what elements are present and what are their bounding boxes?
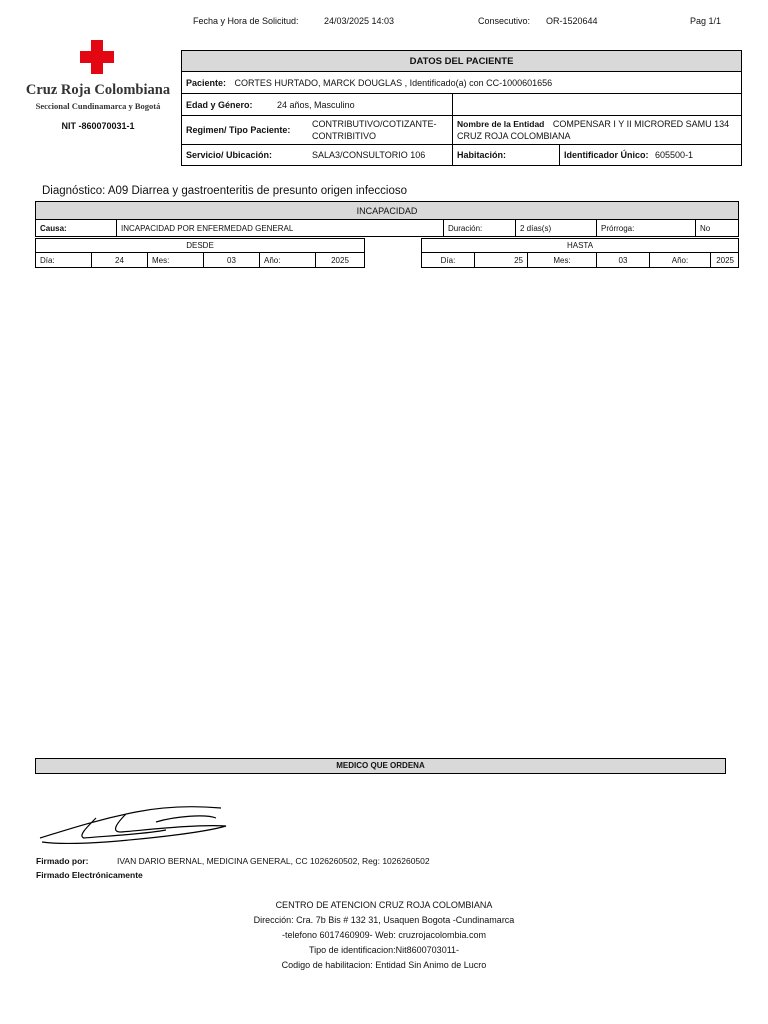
handwritten-signature	[36, 802, 236, 850]
duracion-value: 2 días(s)	[520, 223, 552, 233]
edad-label: Edad y Género:	[186, 99, 253, 110]
hasta-title: HASTA	[422, 239, 739, 253]
desde-mes-value: 03	[227, 255, 236, 265]
duracion-label: Duración:	[448, 223, 483, 233]
hasta-anio-value: 2025	[716, 255, 734, 265]
footer-line-1: CENTRO DE ATENCION CRUZ ROJA COLOMBIANA	[275, 900, 493, 910]
regimen-value: CONTRIBUTIVO/COTIZANTE-CONTRIBITIVO	[312, 119, 437, 141]
desde-mes-label: Mes:	[152, 255, 170, 265]
desde-dia-label: Día:	[40, 255, 55, 265]
hasta-section	[421, 238, 739, 268]
paciente-label: Paciente:	[186, 77, 227, 88]
org-name: Cruz Roja Colombiana	[25, 82, 171, 98]
causa-value: INCAPACIDAD POR ENFERMEDAD GENERAL	[121, 223, 294, 233]
patient-section-title: DATOS DEL PACIENTE	[182, 51, 742, 72]
diagnostico-text: Diagnóstico: A09 Diarrea y gastroenteritis de presunto origen infeccioso	[42, 185, 408, 197]
hasta-dia-value: 25	[514, 255, 523, 265]
firmado-electronico: Firmado Electrónicamente	[36, 870, 143, 880]
firmado-label: Firmado por:	[36, 856, 89, 866]
hasta-anio-label: Año:	[671, 255, 689, 265]
entidad-value: COMPENSAR I Y II MICRORED SAMU 134 CRUZ ROJA COLOMBIANA	[457, 119, 730, 141]
causa-label: Causa:	[40, 223, 67, 233]
patient-data-section	[181, 50, 742, 166]
hasta-mes-value: 03	[618, 255, 628, 265]
org-nit: NIT -860070031-1	[61, 121, 135, 131]
prorroga-label: Prórroga:	[601, 223, 635, 233]
hasta-dia-label: Día:	[440, 255, 456, 265]
footer-line-3: -telefono 6017460909- Web: cruzrojacolombia.com	[282, 930, 486, 940]
entidad-label: Nombre de la Entidad	[457, 119, 545, 129]
fecha-value: 24/03/2025 14:03	[324, 16, 395, 26]
footer	[0, 898, 768, 973]
desde-dia-value: 24	[115, 255, 124, 265]
id-unico-label: Identificador Único:	[564, 150, 649, 160]
incapacidad-section	[35, 201, 739, 237]
hasta-mes-label: Mes:	[553, 255, 571, 265]
footer-line-5: Codigo de habilitacion: Entidad Sin Animo de Lucro	[281, 960, 487, 970]
desde-anio-label: Año:	[264, 255, 281, 265]
edad-value: 24 años, Masculino	[277, 99, 355, 110]
footer-line-2: Dirección: Cra. 7b Bis # 132 31, Usaquen Bogota -Cundinamarca	[253, 915, 515, 925]
paciente-value: CORTES HURTADO, MARCK DOUGLAS , Identificado(a) con CC-1000601656	[234, 77, 553, 88]
desde-anio-value: 2025	[331, 255, 349, 265]
fecha-label: Fecha y Hora de Solicitud:	[193, 16, 299, 26]
footer-line-4: Tipo de identificacion:Nit8600703011-	[308, 945, 460, 955]
prorroga-value: No	[700, 223, 711, 233]
page-number: Pag 1/1	[690, 16, 722, 26]
firmado-value: IVAN DARIO BERNAL, MEDICINA GENERAL, CC 1026260502, Reg: 1026260502	[117, 856, 430, 866]
regimen-label: Regimen/ Tipo Paciente:	[186, 125, 291, 135]
consecutivo-label: Consecutivo:	[478, 16, 531, 26]
servicio-label: Servicio/ Ubicación:	[186, 150, 273, 160]
red-cross-logo-icon	[80, 40, 114, 74]
medico-section-title: MEDICO QUE ORDENA	[35, 758, 726, 774]
habitacion-label: Habitación:	[457, 150, 507, 160]
org-seccional: Seccional Cundinamarca y Bogotá	[35, 101, 161, 111]
servicio-value: SALA3/CONSULTORIO 106	[312, 150, 426, 160]
consecutivo-value: OR-1520644	[546, 16, 598, 26]
desde-title: DESDE	[36, 239, 365, 253]
id-unico-value: 605500-1	[655, 150, 694, 160]
incapacidad-title: INCAPACIDAD	[36, 202, 739, 220]
desde-section	[35, 238, 365, 268]
